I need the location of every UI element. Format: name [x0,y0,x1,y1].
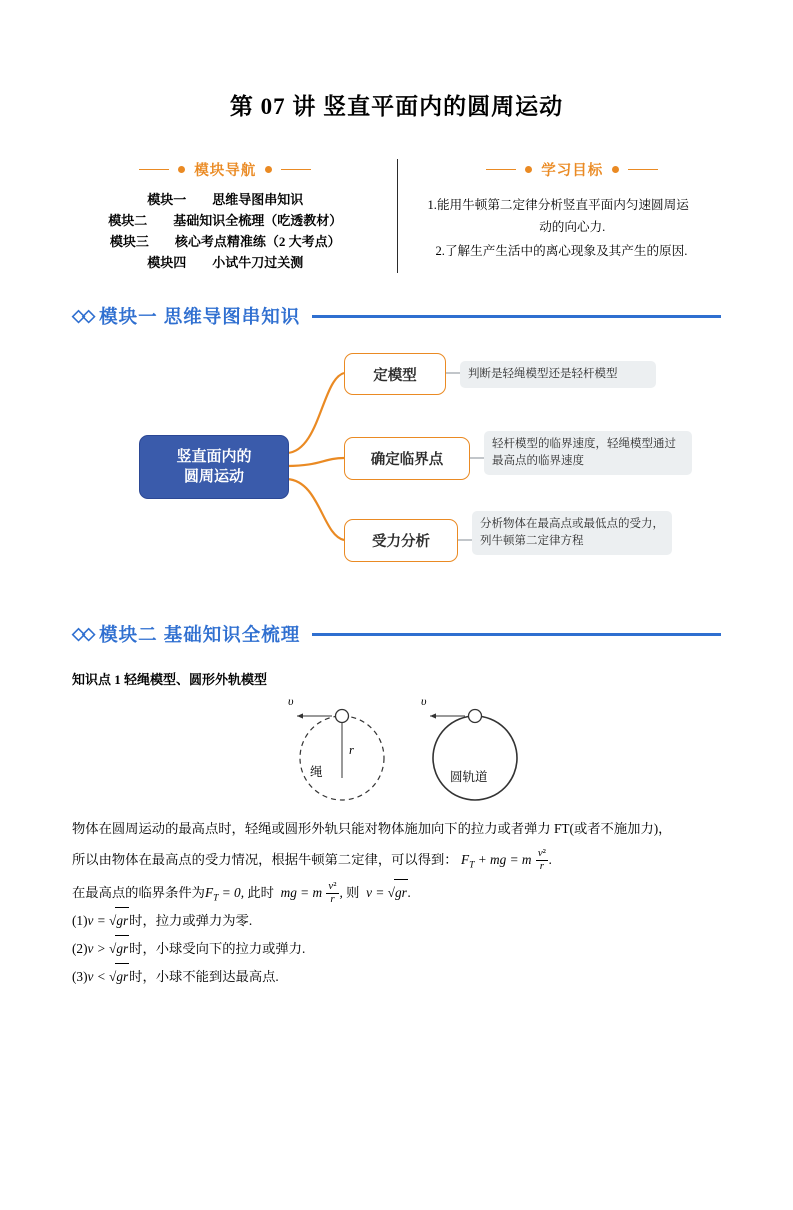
paragraph-3 [72,879,721,908]
dot-left-icon [525,166,532,173]
dot-right-icon [612,166,619,173]
list-item [72,935,721,963]
list-item [72,907,721,935]
module-nav-list [72,189,379,273]
learning-goals-heading [424,159,722,180]
mindmap-root-line1: 竖直面内的 [176,447,252,465]
mindmap-detail: 判断是轻绳模型还是轻杆模型 [460,361,656,388]
section-title: 模块二 基础知识全梳理 [99,624,301,646]
list-item-prefix: (2) [72,941,88,956]
module-nav-heading [72,159,379,180]
dash-left-decor [139,169,169,171]
module-nav-block [72,159,397,273]
module-nav-item: 模块一 思维导图串知识 [147,192,304,207]
paragraph-1 [72,816,721,843]
learning-goals-list [424,194,722,262]
mindmap-node: 受力分析 [344,519,458,562]
dot-right-icon [265,166,272,173]
list-item-condition: v > √gr [88,941,130,956]
mindmap-node: 定模型 [344,353,446,395]
list-item-prefix: (1) [72,913,88,929]
paragraph-3-text-a: 在最高点的临界条件为 [72,884,205,900]
module-nav-item: 模块二 基础知识全梳理（吃透教材） [108,213,343,229]
figure-left-radius-label: r [349,743,354,758]
document-page [0,88,793,1210]
learning-goals-block [397,159,722,273]
learning-goal-item: 动的向心力. [539,220,606,235]
section-heading-module-two [72,621,721,647]
mindmap [72,339,721,591]
paragraph-3-formula-b: mg = m $\frac{\text{v²}}{r}$ , [277,880,343,905]
paragraph-3-text-c: 则 [346,884,360,900]
list-item-prefix: (3) [72,968,88,984]
dash-right-decor [628,169,658,171]
figure-left-rope-label: 绳 [310,765,323,780]
learning-goal-item: 2.了解生产生活中的离心现象及其产生的原因. [435,244,688,259]
learning-goal-item: 1.能用牛顿第二定律分析竖直平面内匀速圆周运 [427,198,689,212]
module-nav-item: 模块三 核心考点精准练（2 大考点） [109,234,341,250]
mindmap-node: 确定临界点 [344,437,470,480]
section-title: 模块一 思维导图串知识 [99,306,301,328]
section-rule-decor [312,633,721,636]
section-heading-module-one [72,303,721,329]
mindmap-root-node [139,435,289,499]
list-item-condition: v = √gr [88,913,130,928]
double-chevron-icon: ◇◇ [72,624,93,644]
dot-left-icon [178,166,185,173]
paragraph-3-formula-c: v = √gr. [363,885,411,900]
mindmap-detail: 分析物体在最高点或最低点的受力，列牛顿第二定律方程 [472,511,672,554]
paragraph-3-formula-a: $F_T = 0$, [204,884,245,904]
figure-right-velocity-label: υ [421,694,427,709]
list-item-text: 时，拉力或弹力为零. [129,913,253,929]
figure-right-track-label: 圆轨道 [450,770,488,785]
paragraph-2 [72,847,721,875]
section-rule-decor [312,315,721,318]
learning-goals-heading-label: 学习目标 [541,163,604,179]
list-item-text: 时，小球受向下的拉力或弹力. [129,941,306,956]
dash-left-decor [486,169,516,171]
dash-right-decor [281,169,311,171]
figure-svg [72,696,721,806]
module-nav-item: 模块四 小试牛刀过关测 [147,255,304,271]
paragraph-2-text: 所以由物体在最高点的受力情况，根据牛顿第二定律，可以得到： [72,851,458,867]
list-item [72,963,721,991]
knowledge-point-title: 知识点 1 轻绳模型、圆形外轨模型 [72,672,268,688]
paragraph-2-formula: $F_T$ + mg = m $\frac{\text{v²}}{r}$ . [460,847,553,872]
mindmap-detail: 轻杆模型的临界速度，轻绳模型通过最高点的临界速度 [484,431,692,474]
mindmap-root-line2: 圆周运动 [183,468,244,486]
list-item-text: 时，小球不能到达最高点. [129,968,279,984]
physics-figures [72,696,721,806]
module-nav-heading-label: 模块导航 [194,163,257,179]
page-title: 第 07 讲 竖直平面内的圆周运动 [229,94,564,119]
list-item-condition: v < √gr [88,969,130,984]
paragraph-3-text-b: 此时 [247,884,274,900]
paragraph-1-text: 物体在圆周运动的最高点时，轻绳或圆形外轨只能对物体施加向下的拉力或者弹力 FT(或者不施加力)， [72,821,672,837]
figure-left-velocity-label: υ [288,694,294,709]
header-columns [72,159,721,273]
double-chevron-icon: ◇◇ [72,306,93,326]
